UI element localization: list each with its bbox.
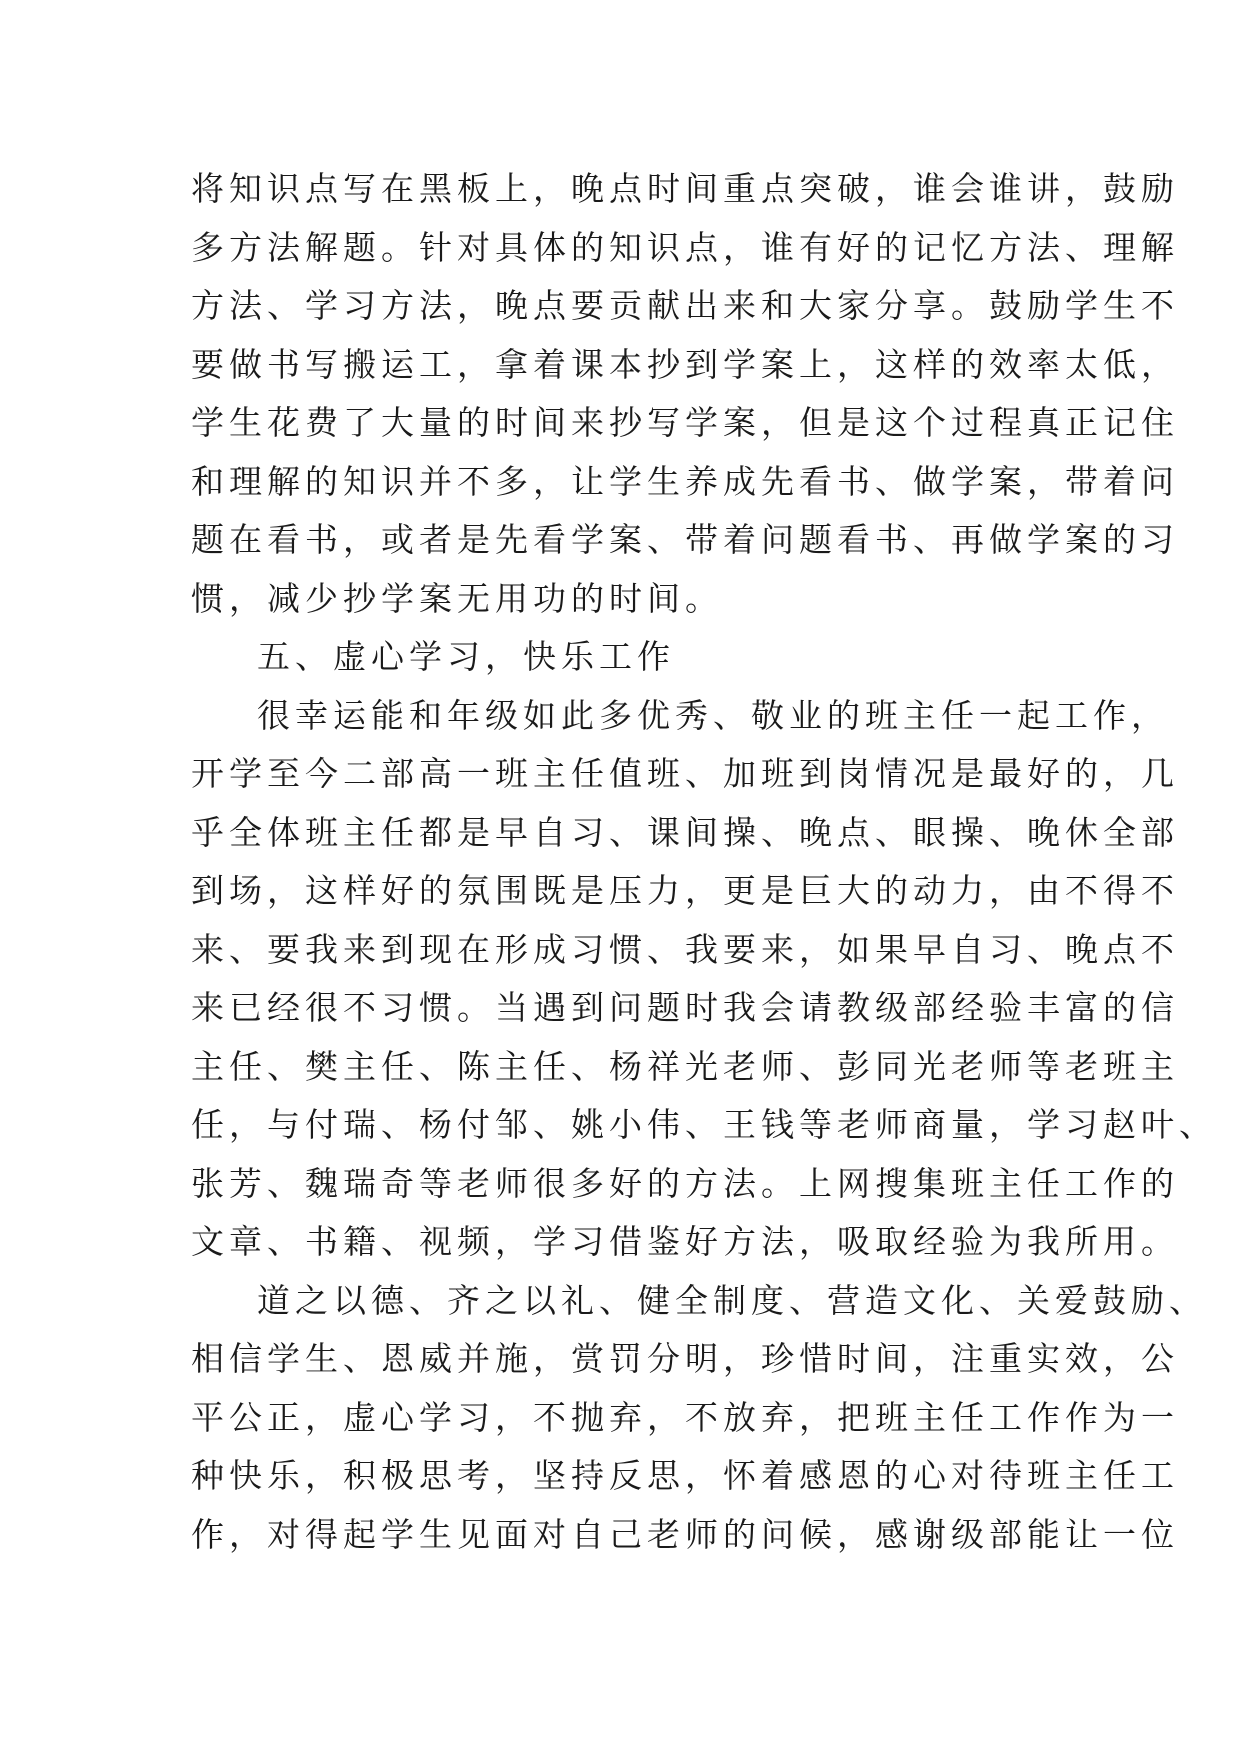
text-line: 方法、学习方法，晚点要贡献出来和大家分享。鼓励学生不: [191, 286, 1179, 325]
text-line: 和理解的知识并不多，让学生养成先看书、做学案，带着问: [191, 461, 1179, 501]
text-line: 相信学生、恩威并施，赏罚分明，珍惜时间，注重实效，公: [191, 1339, 1179, 1378]
text-line: 乎全体班主任都是早自习、课间操、晚点、眼操、晚休全部: [191, 812, 1179, 852]
text-line: 来、要我来到现在形成习惯、我要来，如果早自习、晚点不: [191, 929, 1179, 969]
text-line: 来已经很不习惯。当遇到问题时我会请教级部经验丰富的信: [191, 988, 1179, 1027]
text-line: 到场，这样好的氛围既是压力，更是巨大的动力，由不得不: [191, 871, 1179, 910]
text-line: 张芳、魏瑞奇等老师很多好的方法。上网搜集班主任工作的: [191, 1163, 1179, 1203]
text-line: 任，与付瑞、杨付邹、姚小伟、王钱等老师商量，学习赵叶、: [191, 1105, 1217, 1144]
text-line: 将知识点写在黑板上，晚点时间重点突破，谁会谁讲，鼓励: [191, 169, 1179, 208]
text-line: 多方法解题。针对具体的知识点，谁有好的记忆方法、理解: [191, 227, 1179, 267]
text-line: 很幸运能和年级如此多优秀、敬业的班主任一起工作，: [257, 695, 1169, 735]
text-line: 题在看书，或者是先看学案、带着问题看书、再做学案的习: [191, 520, 1179, 559]
text-line: 开学至今二部高一班主任值班、加班到岗情况是最好的，几: [191, 754, 1179, 793]
text-line: 惯，减少抄学案无用功的时间。: [191, 578, 723, 618]
section-heading: 五、虚心学习，快乐工作: [257, 637, 675, 676]
text-line: 作，对得起学生见面对自己老师的问候，感谢级部能让一位: [191, 1514, 1179, 1554]
text-line: 道之以德、齐之以礼、健全制度、营造文化、关爱鼓励、: [257, 1280, 1207, 1320]
body-text: [191, 160, 1217, 1564]
text-line: 学生花费了大量的时间来抄写学案，但是这个过程真正记住: [191, 403, 1179, 442]
text-line: 要做书写搬运工，拿着课本抄到学案上，这样的效率太低，: [191, 344, 1179, 384]
text-line: 种快乐，积极思考，坚持反思，怀着感恩的心对待班主任工: [191, 1456, 1179, 1495]
text-line: 文章、书籍、视频，学习借鉴好方法，吸取经验为我所用。: [191, 1222, 1179, 1261]
text-line: 平公正，虚心学习，不抛弃，不放弃，把班主任工作作为一: [191, 1397, 1179, 1437]
text-line: 主任、樊主任、陈主任、杨祥光老师、彭同光老师等老班主: [191, 1046, 1179, 1086]
